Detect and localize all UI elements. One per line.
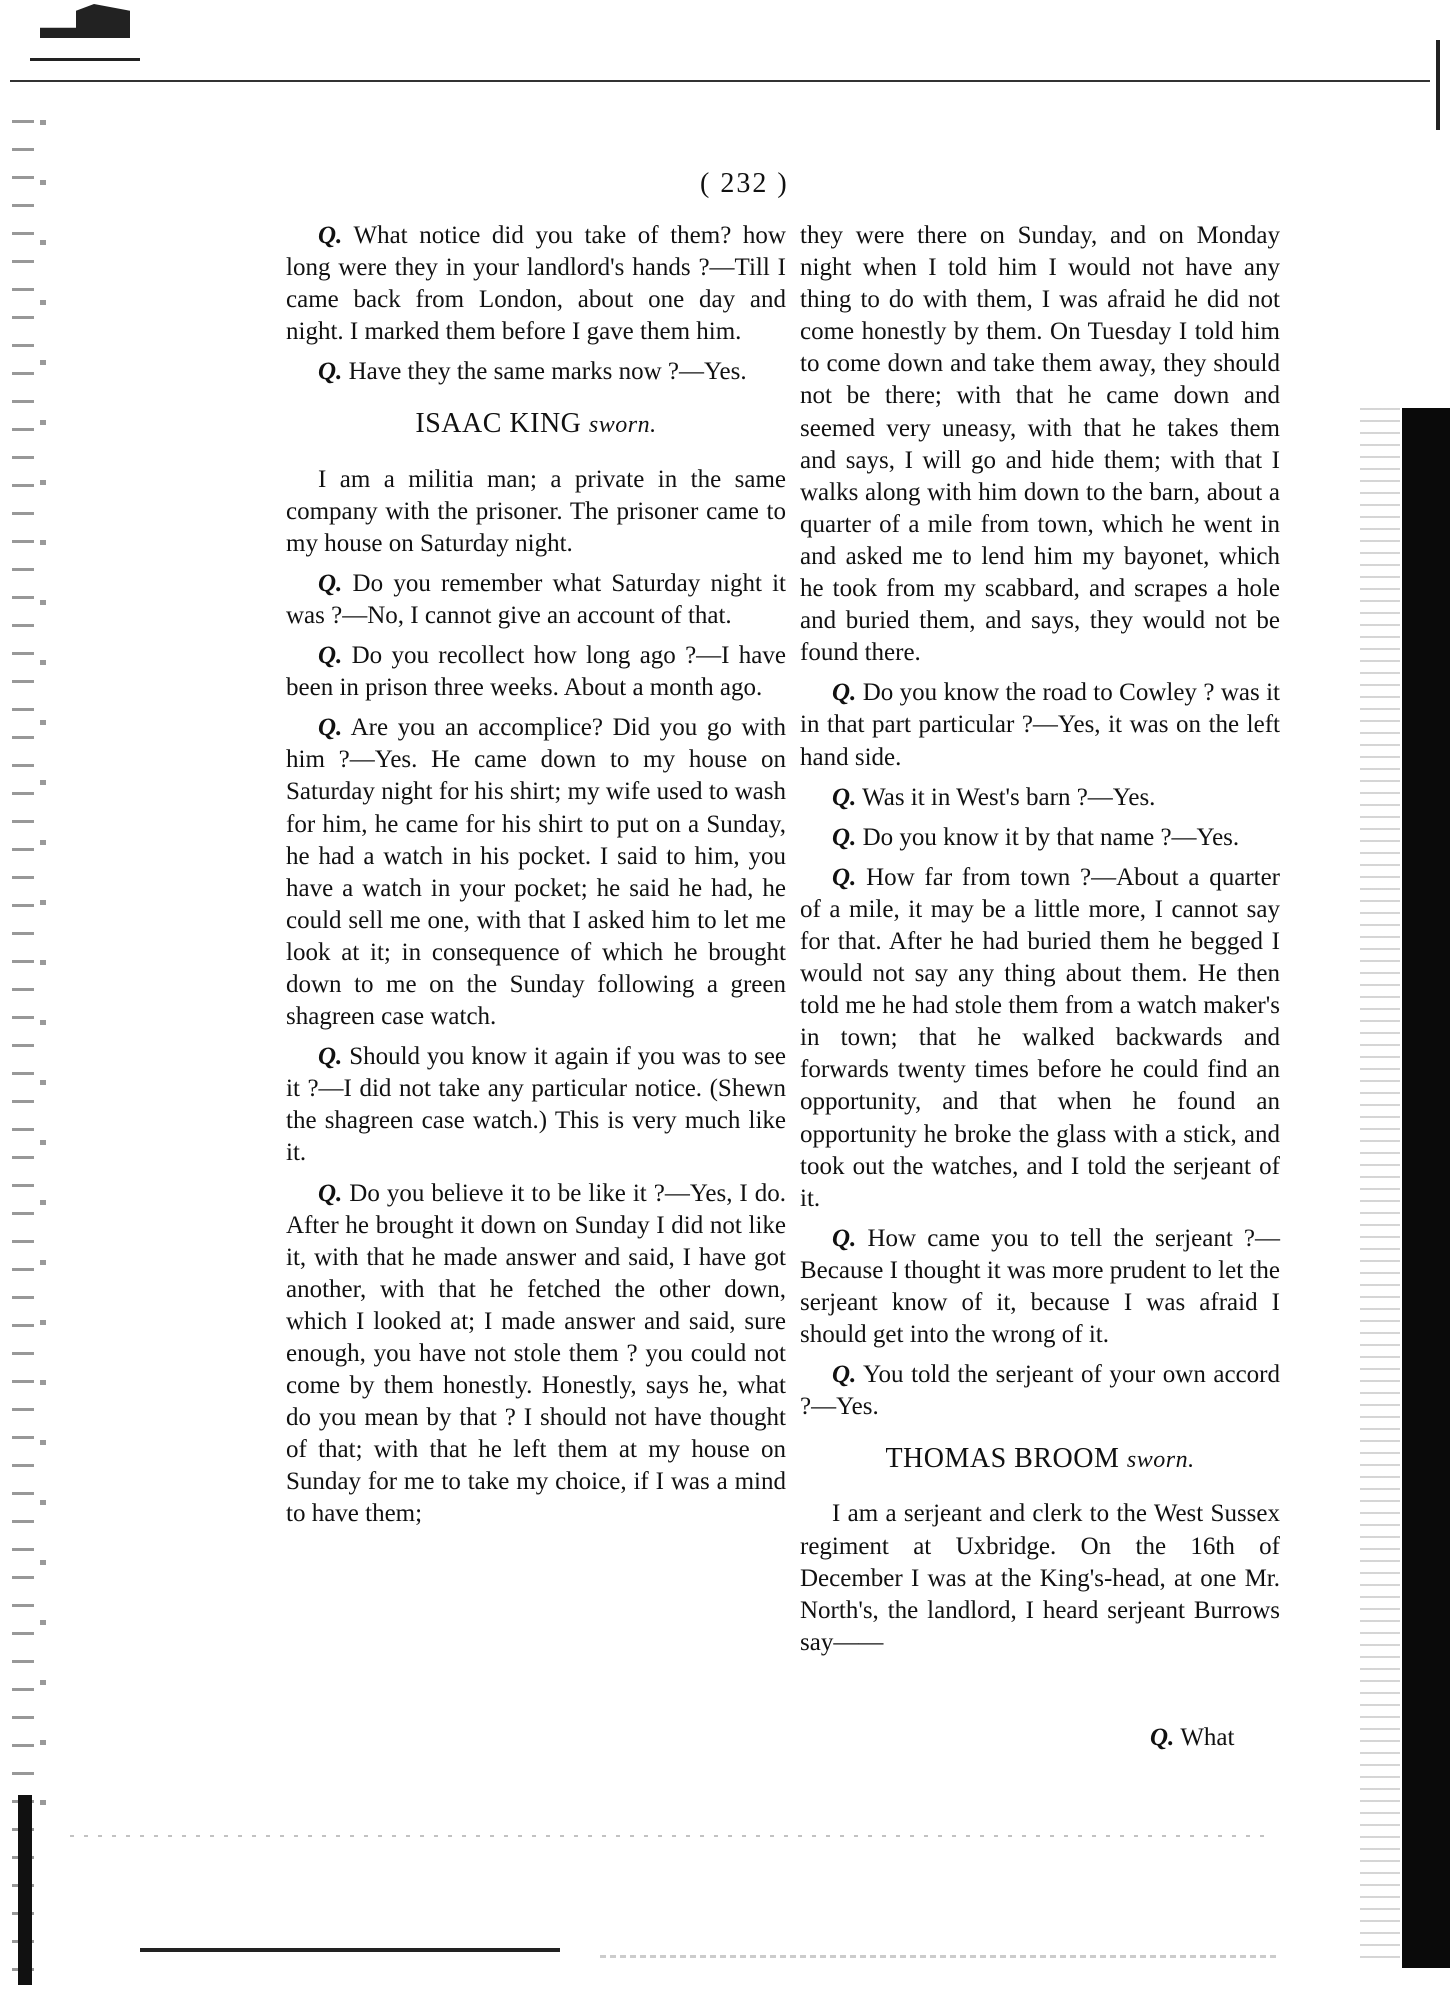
- scan-mark: [1436, 40, 1440, 130]
- witness-name: THOMAS BROOM: [885, 1443, 1120, 1475]
- sworn-label: sworn.: [1126, 1447, 1195, 1474]
- question-mark: Q.: [318, 1179, 343, 1207]
- paragraph-text: How far from town ?—About a quarter of a mile, it may be a little more, I cannot say for that. After he had buried them he begged I would not say any thing about them. He then told me he had stole them from a watch maker's in town; that he walked backwards and forwards twenty times before he could find an opportunity, and that when he found an opportunity he broke the glass with a stick, and took out the watches, and I told the serjeant of it.: [800, 863, 1280, 1212]
- question-mark: Q.: [832, 823, 857, 851]
- scan-mark: [40, 4, 130, 38]
- scan-rule: [140, 1948, 560, 1952]
- paragraph-text: Do you know the road to Cowley ? was it in that part particular ?—Yes, it was on the left hand side.: [800, 679, 1281, 771]
- paragraph-text: I am a serjeant and clerk to the West Sussex regiment at Uxbridge. On the 16th of December I was at the King's-head, at one Mr. North's, the landlord, I heard serjeant Burrows say——: [800, 1500, 1280, 1656]
- question-mark: Q.: [832, 1361, 857, 1389]
- question-mark: Q.: [318, 1043, 343, 1071]
- question-mark: Q.: [832, 863, 857, 891]
- paragraph-text: Should you know it again if you was to see it ?—I did not take any particular notice. (Shewn the shagreen case watch.) This is very much like it.: [286, 1043, 786, 1167]
- question-mark: Q.: [832, 679, 857, 707]
- paragraph-text: Are you an accomplice? Did you go with him ?—Yes. He came down to my house on Saturday night for his shirt; my wife used to wash for him, he came for his shirt to put on a Sunday, he had a watch in his pocket. I said to him, you have a watch in your pocket; he said he had, he could sell me one, with that I asked him to let me look at it; in consequence of which he brought down to me on the Sunday following a green shagreen case watch.: [286, 714, 786, 1031]
- scan-gutter-shadow: [1360, 408, 1400, 1968]
- paragraph-text: Do you know it by that name ?—Yes.: [862, 823, 1240, 851]
- question-answer: [800, 677, 1280, 773]
- question-answer: [286, 220, 786, 348]
- question-answer: [800, 862, 1280, 1215]
- scan-margin-noise: [40, 120, 46, 1820]
- paragraph-text: Was it in West's barn ?—Yes.: [862, 783, 1156, 811]
- scan-bottom-noise: [600, 1955, 1280, 1958]
- question-mark: Q.: [318, 642, 343, 670]
- question-mark: Q.: [318, 714, 343, 742]
- paragraph-text: I am a militia man; a private in the same company with the prisoner. The prisoner came to my house on Saturday night.: [286, 465, 786, 557]
- catchword: [1150, 1724, 1234, 1752]
- paragraph-text: Do you remember what Saturday night it was ?—No, I cannot give an account of that.: [286, 569, 787, 629]
- paragraph-text: Do you recollect how long ago ?—I have been in prison three weeks. About a month ago.: [286, 642, 786, 702]
- question-answer: [286, 1178, 786, 1531]
- witness-heading: [286, 408, 786, 441]
- question-answer: [800, 822, 1280, 854]
- testimony-paragraph: [800, 220, 1280, 669]
- question-answer: [800, 782, 1280, 814]
- page-number: ( 232 ): [700, 168, 789, 199]
- question-answer: [800, 1223, 1280, 1351]
- testimony-paragraph: [286, 464, 786, 560]
- question-mark: Q.: [318, 222, 343, 249]
- question-answer: [286, 640, 786, 704]
- question-mark: Q.: [832, 783, 857, 811]
- question-answer: [286, 356, 786, 388]
- left-column: [286, 220, 786, 1539]
- testimony-paragraph: [800, 1498, 1280, 1658]
- question-mark: Q.: [832, 1224, 857, 1252]
- paragraph-text: You told the serjeant of your own accord ?—Yes.: [800, 1361, 1280, 1421]
- question-mark: Q.: [1150, 1724, 1175, 1751]
- paragraph-text: What notice did you take of them? how long were they in your landlord's hands ?—Till I came back from London, about one day and night. I marked them before I gave them him.: [286, 222, 786, 346]
- paragraph-text: Have they the same marks now ?—Yes.: [348, 358, 747, 386]
- scan-mark: [18, 1795, 32, 1985]
- paragraph-text: Do you believe it to be like it ?—Yes, I do. After he brought it down on Sunday I did not like it, with that he made answer and said, I have got another, with that he fetched the other down, which I looked at; I made answer and said, sure enough, you have not stole them ? you could not come by them honestly. Honestly, says he, what do you mean by that ? I should not have thought of that; with that he left them at my house on Sunday for me to take my choice, if I was a mind to have them;: [286, 1179, 786, 1528]
- witness-heading: [800, 1443, 1280, 1476]
- scan-rule: [30, 58, 140, 61]
- question-answer: [286, 1041, 786, 1169]
- scan-bottom-noise: [70, 1835, 1270, 1837]
- scan-rule: [10, 80, 1430, 82]
- paragraph-text: they were there on Sunday, and on Monday night when I told him I would not have any thing to do with them, I was afraid he did not come honestly by them. On Tuesday I told him to come down and take them away, they should not be there; with that he came down and seemed very uneasy, with that he takes them and says, I will go and hide them; with that I walks along with him down to the barn, about a quarter of a mile from town, which he went in and asked me to lend him my bayonet, which he took from my scabbard, and scrapes a hole and buried them, and says, they would not be found there.: [800, 222, 1280, 667]
- question-answer: [286, 712, 786, 1033]
- sworn-label: sworn.: [588, 412, 657, 439]
- right-column: [800, 220, 1280, 1667]
- witness-name: ISAAC KING: [415, 408, 582, 440]
- question-mark: Q.: [318, 569, 343, 597]
- scan-margin-noise: [12, 120, 34, 1990]
- catchword-text: What: [1180, 1724, 1235, 1751]
- scan-gutter-bar: [1402, 408, 1450, 1968]
- question-answer: [286, 568, 786, 632]
- question-mark: Q.: [318, 358, 343, 386]
- question-answer: [800, 1359, 1280, 1423]
- paragraph-text: How came you to tell the serjeant ?—Because I thought it was more prudent to let the serjeant know of it, because I was afraid I should get into the wrong of it.: [800, 1224, 1280, 1349]
